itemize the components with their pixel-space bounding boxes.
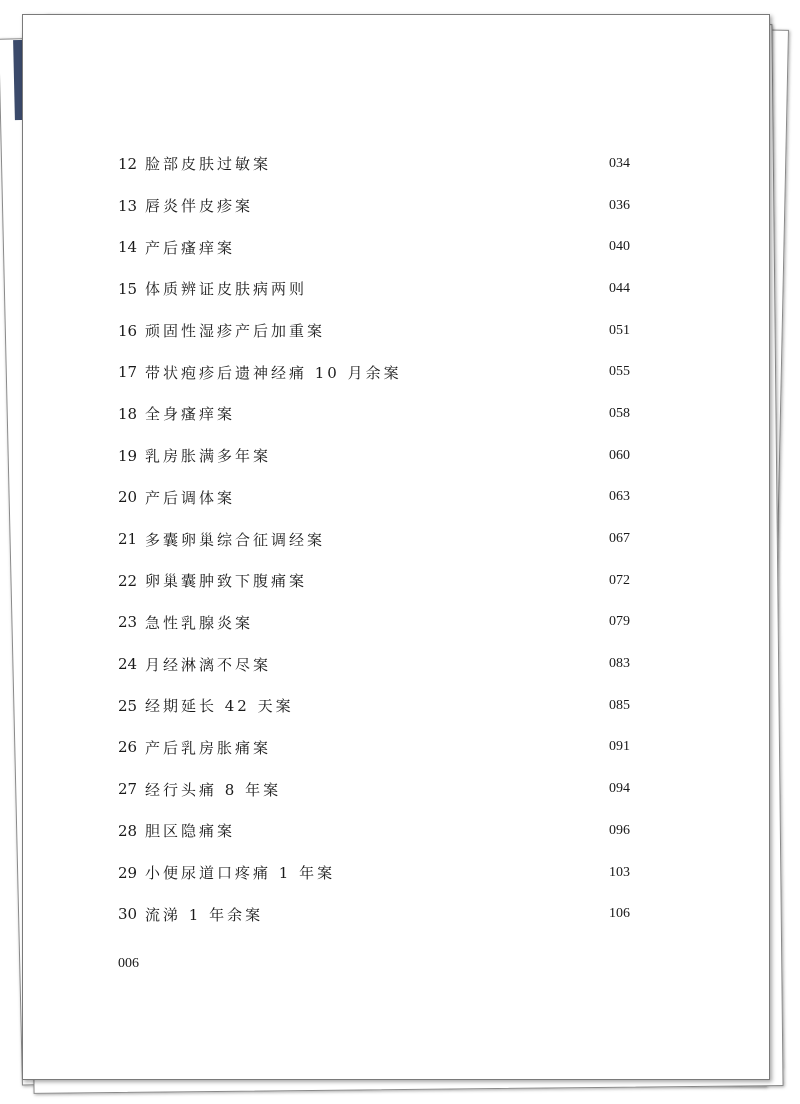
toc-entry-title: 产后调体案: [145, 488, 236, 507]
toc-entry-heading: [118, 737, 271, 758]
toc-entry-page: 063: [609, 489, 630, 505]
document-page: [22, 14, 770, 1080]
toc-entry[interactable]: [118, 518, 630, 560]
toc-entry[interactable]: [118, 643, 630, 685]
toc-entry-page: 067: [609, 531, 630, 547]
toc-entry-heading: [118, 237, 235, 258]
toc-entry[interactable]: [118, 727, 630, 769]
toc-entry-number: 22: [118, 571, 138, 590]
toc-entry-page: 058: [609, 405, 630, 421]
toc-entry[interactable]: [118, 435, 630, 477]
toc-entry-heading: [118, 403, 235, 424]
toc-entry-title: 小便尿道口疼痛 1 年案: [145, 864, 336, 883]
toc-entry-title: 体质辨证皮肤病两则: [145, 280, 308, 299]
toc-entry-heading: [118, 779, 281, 800]
toc-entry-page: 085: [609, 697, 630, 713]
toc-entry-page: 055: [609, 364, 630, 380]
toc-entry-number: 15: [118, 279, 138, 298]
toc-entry-heading: [118, 278, 307, 299]
toc-entry-number: 29: [118, 863, 138, 882]
toc-entry-title: 脸部皮肤过敏案: [145, 155, 272, 174]
toc-entry-heading: [118, 612, 253, 633]
toc-entry[interactable]: [118, 393, 630, 435]
toc-entry-heading: [118, 445, 271, 466]
toc-entry-page: 036: [609, 197, 630, 213]
toc-entry-number: 16: [118, 321, 138, 340]
toc-entry-page: 096: [609, 822, 630, 838]
toc-entry-title: 急性乳腺炎案: [145, 613, 254, 632]
toc-entry[interactable]: [118, 477, 630, 519]
toc-entry-number: 30: [118, 905, 138, 924]
toc-entry-heading: [118, 487, 235, 508]
toc-entry-page: 040: [609, 239, 630, 255]
toc-entry-heading: [118, 820, 235, 841]
toc-entry[interactable]: [118, 893, 630, 935]
toc-entry-page: 072: [609, 572, 630, 588]
toc-entry-title: 产后乳房胀痛案: [145, 738, 272, 757]
toc-entry-title: 带状疱疹后遗神经痛 10 月余案: [145, 363, 402, 382]
toc-entry-title: 卵巢囊肿致下腹痛案: [145, 572, 308, 591]
toc-entry-page: 060: [609, 447, 630, 463]
toc-entry-number: 12: [118, 154, 138, 173]
toc-entry[interactable]: [118, 310, 630, 352]
toc-entry-number: 24: [118, 655, 138, 674]
toc-entry[interactable]: [118, 810, 630, 852]
toc-entry-page: 051: [609, 322, 630, 338]
toc-entry-page: 091: [609, 739, 630, 755]
toc-entry-title: 产后瘙痒案: [145, 238, 236, 257]
toc-entry[interactable]: [118, 560, 630, 602]
toc-entry-title: 经期延长 42 天案: [145, 697, 294, 716]
toc-entry-page: 079: [609, 614, 630, 630]
toc-entry[interactable]: [118, 768, 630, 810]
toc-entry-number: 14: [118, 238, 138, 257]
toc-entry-number: 27: [118, 780, 138, 799]
toc-entry-page: 106: [609, 906, 630, 922]
toc-entry[interactable]: [118, 185, 630, 227]
toc-entry-page: 034: [609, 155, 630, 171]
toc-entry-heading: [118, 529, 325, 550]
toc-entry-title: 胆区隐痛案: [145, 822, 236, 841]
toc-entry-page: 044: [609, 280, 630, 296]
toc-entry-number: 18: [118, 404, 138, 423]
toc-entry-heading: [118, 570, 307, 591]
toc-entry-number: 23: [118, 613, 138, 632]
toc-entry-title: 月经淋漓不尽案: [145, 655, 272, 674]
toc-entry[interactable]: [118, 685, 630, 727]
page-number: 006: [118, 956, 139, 971]
toc-entry-heading: [118, 320, 325, 341]
toc-entry[interactable]: [118, 226, 630, 268]
toc-entry-heading: [118, 695, 294, 716]
toc-entry-title: 流涕 1 年余案: [145, 905, 264, 924]
toc-entry-title: 多囊卵巢综合征调经案: [145, 530, 326, 549]
toc-entry-heading: [118, 195, 253, 216]
toc-entry-title: 顽固性湿疹产后加重案: [145, 322, 326, 341]
toc-entry-page: 103: [609, 864, 630, 880]
toc-entry-heading: [118, 862, 335, 883]
toc-entry-heading: [118, 362, 402, 383]
toc-entry-number: 21: [118, 530, 138, 549]
toc-entry[interactable]: [118, 852, 630, 894]
table-of-contents: [118, 143, 630, 935]
toc-entry-heading: [118, 904, 263, 925]
toc-entry[interactable]: [118, 143, 630, 185]
toc-entry-title: 全身瘙痒案: [145, 405, 236, 424]
toc-entry-heading: [118, 654, 271, 675]
toc-entry-number: 28: [118, 821, 138, 840]
toc-entry[interactable]: [118, 268, 630, 310]
toc-entry-number: 25: [118, 696, 138, 715]
toc-entry-number: 13: [118, 196, 138, 215]
toc-entry-number: 20: [118, 488, 138, 507]
toc-entry-number: 17: [118, 363, 138, 382]
toc-entry-number: 19: [118, 446, 138, 465]
toc-entry-title: 唇炎伴皮疹案: [145, 197, 254, 216]
toc-entry-title: 经行头痛 8 年案: [145, 780, 282, 799]
toc-entry-title: 乳房胀满多年案: [145, 447, 272, 466]
toc-entry[interactable]: [118, 602, 630, 644]
toc-entry-heading: [118, 153, 271, 174]
toc-entry[interactable]: [118, 351, 630, 393]
toc-entry-number: 26: [118, 738, 138, 757]
toc-entry-page: 094: [609, 781, 630, 797]
toc-entry-page: 083: [609, 656, 630, 672]
